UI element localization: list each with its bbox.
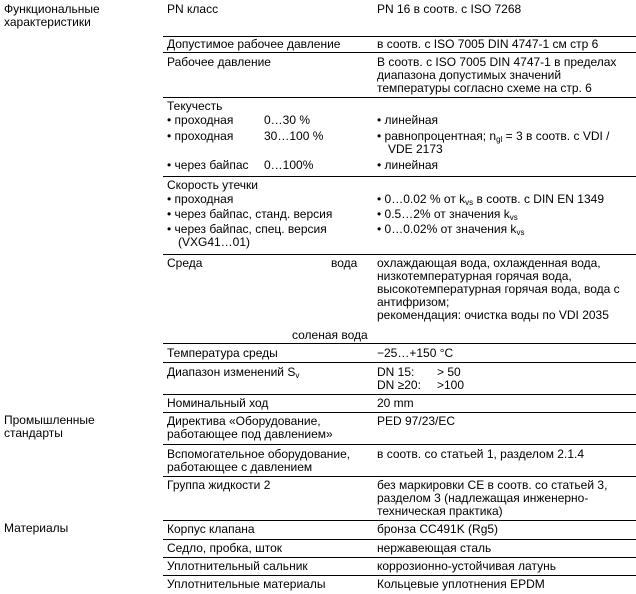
row-divider <box>163 254 636 255</box>
category-industrial-line2: стандарты <box>4 426 63 440</box>
range-label: Диапазон изменений $S_v$ <box>167 365 300 380</box>
flow-straight-2-range: 30…100 % <box>264 129 324 143</box>
range-dn20: DN ≥20: <box>377 378 421 392</box>
aux-value: в соотв. со статьей 1, разделом 2.1.4 <box>377 447 584 461</box>
work-pressure-value: В соотв. с ISO 7005 DIN 4747-1 в пределах <box>377 55 617 69</box>
seat-value: нержавеющая сталь <box>377 541 492 555</box>
directive-value: PED 97/23/EC <box>377 414 456 428</box>
flow-straight-1-range: 0…30 % <box>264 113 311 127</box>
medium-value: рекомендация: очистка воды по VDI 2035 <box>377 308 609 322</box>
category-industrial: Промышленные <box>4 413 95 427</box>
pn-class-label: PN класс <box>167 2 219 16</box>
leak-straight: • проходная <box>167 192 234 206</box>
flow-straight-2-value-line2: VDE 2173 <box>388 142 443 156</box>
flow-bypass-value: • линейная <box>377 158 439 172</box>
directive-label-line2: работающее под давлением» <box>167 427 333 441</box>
work-pressure-value: температуры согласно схеме на стр. 6 <box>377 81 592 95</box>
medium-temp-value: −25…+150 °C <box>377 346 454 360</box>
medium-value: антифризом; <box>377 295 450 309</box>
gland-value: коррозионно-устойчивая латунь <box>377 559 556 573</box>
row-divider <box>163 176 636 177</box>
medium-value: низкотемпературная горячая вода, <box>377 269 572 283</box>
flow-straight-2-value: • равнопроцентная; $n_{gl} = 3$ в соотв. с VDI / <box>377 129 610 144</box>
seals-value: Кольцевые уплотнения EPDM <box>377 577 545 591</box>
row-divider <box>163 343 636 344</box>
leak-bypass-std: • через байпас, станд. версия <box>167 207 333 221</box>
row-divider <box>163 97 636 98</box>
row-divider <box>163 520 636 521</box>
stroke-value: 20 mm <box>377 396 414 410</box>
body-label: Корпус клапана <box>167 522 255 536</box>
fluid-group-value: техническая практика) <box>377 504 503 518</box>
row-divider <box>163 394 636 395</box>
row-divider <box>163 476 636 477</box>
row-divider <box>163 557 636 558</box>
gland-label: Уплотнительный сальник <box>167 559 308 573</box>
leak-bypass-std-value: • 0.5…2% от значения $k_{vs}$ <box>377 207 518 222</box>
row-divider <box>163 444 636 445</box>
row-divider <box>163 362 636 363</box>
range-dn20-value: >100 <box>437 378 465 392</box>
range-dn15: DN 15: <box>377 365 415 379</box>
medium-salt-water-label: соленая вода <box>292 328 368 342</box>
medium-temp-label: Температура среды <box>167 346 278 360</box>
aux-label-line2: работающее с давлением <box>167 460 313 474</box>
work-pressure-label: Рабочее давление <box>167 55 271 69</box>
row-divider <box>163 575 636 576</box>
fluid-group-label: Группа жидкости 2 <box>167 478 271 492</box>
directive-label: Директива «Оборудование, <box>167 414 321 428</box>
fluid-group-value: разделом 3 (надлежащая инженерно- <box>377 491 589 505</box>
leak-bypass-spec-value: • 0…0.02% от значения $k_{vs}$ <box>377 222 525 237</box>
body-value: бронза CC491K (Rg5) <box>377 522 499 536</box>
flow-straight-1: • проходная <box>167 113 234 127</box>
category-materials: Материалы <box>4 521 69 535</box>
category-functional-line2: характеристики <box>4 15 91 29</box>
range-dn15-value: > 50 <box>437 365 461 379</box>
medium-value: охлаждающая вода, охлажденная вода, <box>377 256 601 270</box>
stroke-label: Номинальный ход <box>167 396 269 410</box>
medium-label: Среда <box>167 256 203 270</box>
row-divider <box>163 412 636 413</box>
seals-label: Уплотнительные материалы <box>167 577 326 591</box>
flow-straight-2: • проходная <box>167 129 234 143</box>
medium-value: высокотемпературная горячая вода, вода с <box>377 282 620 296</box>
perm-pressure-value: в соотв. с ISO 7005 DIN 4747-1 см стр 6 <box>377 37 599 51</box>
leak-label: Скорость утечки <box>167 178 258 192</box>
medium-water-label: вода <box>331 256 358 270</box>
pn-class-value: PN 16 в соотв. с ISO 7268 <box>377 2 522 16</box>
seat-label: Седло, пробка, шток <box>167 541 283 555</box>
perm-pressure-label: Допустимое рабочее давление <box>167 37 341 51</box>
flow-straight-1-value: • линейная <box>377 113 439 127</box>
leak-bypass-spec: • через байпас, спец. версия <box>167 222 327 236</box>
leak-bypass-spec-line2: (VXG41…01) <box>178 235 251 249</box>
flow-bypass: • через байпас <box>167 158 249 172</box>
aux-label: Вспомогательное оборудование, <box>167 447 351 461</box>
category-functional: Функциональные <box>4 2 100 16</box>
row-divider <box>163 539 636 540</box>
work-pressure-value: диапазона допустимых значений <box>377 68 562 82</box>
flow-bypass-range: 0…100% <box>264 158 314 172</box>
fluid-group-value: без маркировки CE в соотв. со статьей 3, <box>377 478 608 492</box>
row-divider <box>163 52 636 53</box>
flow-label: Текучесть <box>167 99 223 113</box>
leak-straight-value: • 0…0.02 % от $k_{vs}$ в соотв. с DIN EN 1349 <box>377 192 604 207</box>
